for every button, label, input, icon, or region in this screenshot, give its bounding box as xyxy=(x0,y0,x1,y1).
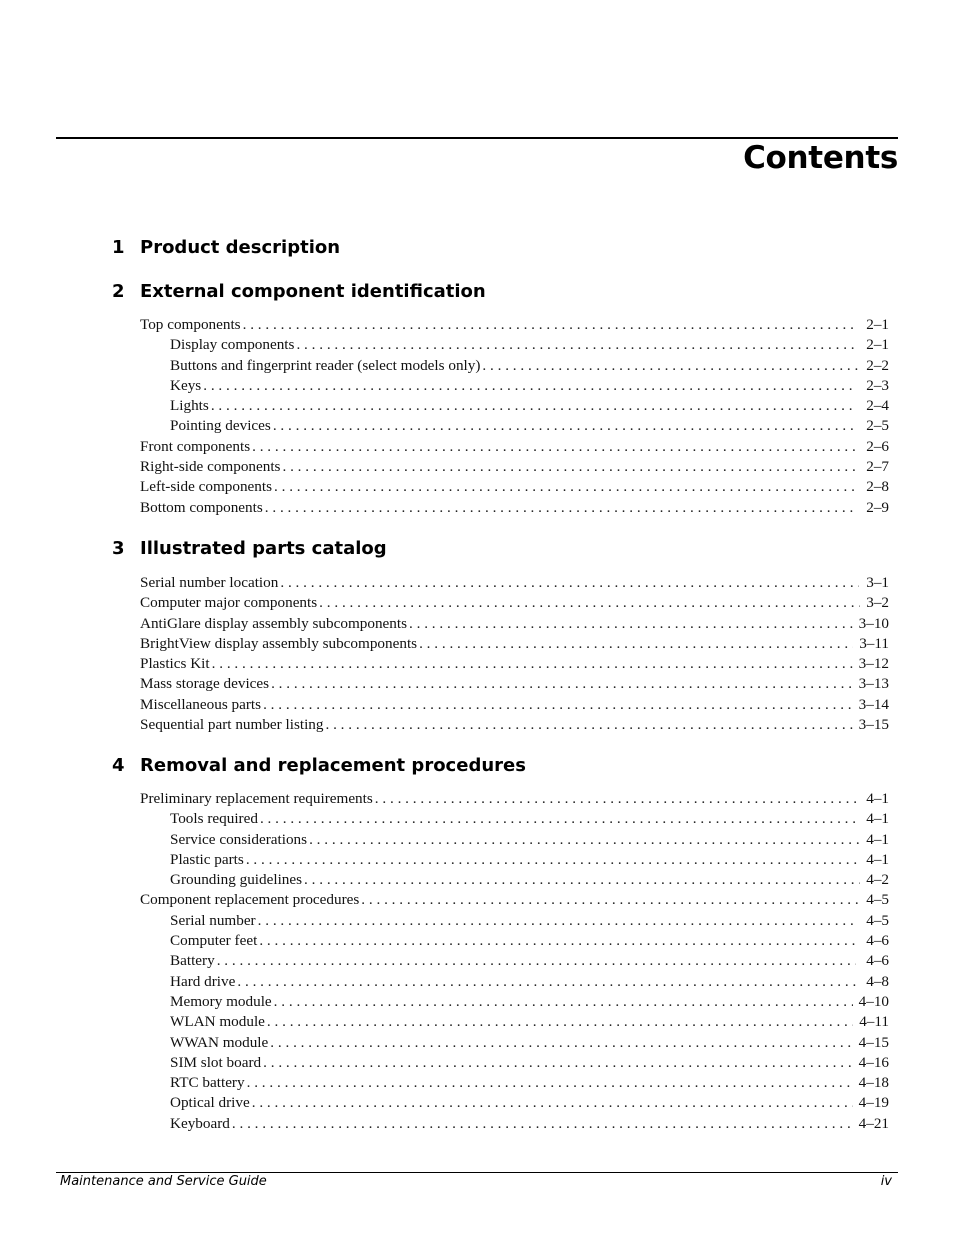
toc-entry-label: Plastic parts xyxy=(170,850,244,868)
toc-entry[interactable] xyxy=(0,573,954,593)
toc-entry-label: Front components xyxy=(140,437,251,455)
dot-leader xyxy=(274,992,853,1012)
toc-entry-page: 4–8 xyxy=(866,972,889,990)
toc-entry[interactable] xyxy=(0,437,954,457)
toc-entry-page: 3–11 xyxy=(859,634,889,652)
dot-leader xyxy=(211,396,856,416)
toc-entry-page: 2–7 xyxy=(866,458,889,476)
toc-entry-label: Display components xyxy=(170,336,295,354)
dot-leader xyxy=(282,457,858,477)
dot-leader xyxy=(274,477,858,497)
toc-entry-page: 3–2 xyxy=(866,594,889,612)
toc-entry-page: 3–14 xyxy=(858,695,889,713)
toc-entry-label: Keyboard xyxy=(170,1114,230,1132)
toc-entry-page: 4–1 xyxy=(866,810,889,828)
toc-entry[interactable] xyxy=(0,809,954,829)
dot-leader xyxy=(260,809,858,829)
dot-leader xyxy=(267,1012,853,1032)
dot-leader xyxy=(309,830,860,850)
dot-leader xyxy=(319,593,860,613)
toc-entry-label: Right-side components xyxy=(140,458,281,476)
toc-entry[interactable] xyxy=(0,951,954,971)
dot-leader xyxy=(271,674,853,694)
toc-entry[interactable] xyxy=(0,593,954,613)
dot-leader xyxy=(243,315,857,335)
toc-entry-page: 4–21 xyxy=(858,1114,889,1132)
dot-leader xyxy=(409,614,853,634)
toc-entry-page: 2–1 xyxy=(866,316,889,333)
chapter-number: 3 xyxy=(112,538,125,559)
toc-entry[interactable] xyxy=(0,396,954,416)
toc-entry-label: Hard drive xyxy=(170,972,236,990)
toc-entry-page: 4–1 xyxy=(866,830,889,848)
toc-entry[interactable] xyxy=(0,356,954,376)
toc-entry-label: Service considerations xyxy=(170,830,308,848)
dot-leader xyxy=(252,1093,853,1113)
dot-leader xyxy=(247,1073,853,1093)
toc-entry[interactable] xyxy=(0,674,954,694)
toc-entry-label: Keys xyxy=(170,376,202,394)
toc-list-chapter-3 xyxy=(0,573,954,735)
toc-entry[interactable] xyxy=(0,715,954,735)
toc-entry-page: 3–13 xyxy=(858,675,889,693)
dot-leader xyxy=(325,715,852,735)
toc-entry-page: 4–1 xyxy=(866,850,889,868)
toc-entry-page: 2–6 xyxy=(866,437,889,455)
dot-leader xyxy=(217,951,856,971)
toc-entry-label: Bottom components xyxy=(140,498,263,516)
dot-leader xyxy=(212,654,853,674)
toc-entry-label: Left-side components xyxy=(140,478,273,496)
chapter-number: 1 xyxy=(112,237,125,258)
footer-guide-title: Maintenance and Service Guide xyxy=(60,1174,267,1189)
toc-entry-page: 4–16 xyxy=(858,1053,889,1071)
toc-entry-label: BrightView display assembly subcomponents xyxy=(140,634,418,652)
toc-entry-label: Memory module xyxy=(170,992,272,1010)
dot-leader xyxy=(361,890,860,910)
toc-entry[interactable] xyxy=(0,376,954,396)
toc-entry[interactable] xyxy=(0,335,954,355)
top-rule xyxy=(56,137,898,139)
toc-entry-label: WLAN module xyxy=(170,1013,265,1031)
toc-entry-label: SIM slot board xyxy=(170,1053,262,1071)
toc-entry-page: 4–10 xyxy=(858,992,889,1010)
toc-entry-label: RTC battery xyxy=(170,1074,245,1092)
chapter-title: Illustrated parts catalog xyxy=(140,538,387,559)
toc-entry-label: Plastics Kit xyxy=(140,655,210,673)
toc-entry-label: Preliminary replacement requirements xyxy=(140,790,373,807)
toc-entry[interactable] xyxy=(0,1093,954,1113)
toc-entry-page: 3–15 xyxy=(858,716,889,734)
chapter-title: External component identification xyxy=(140,281,486,302)
toc-entry-label: Computer major components xyxy=(140,594,318,612)
toc-entry[interactable] xyxy=(0,789,954,809)
footer-rule xyxy=(56,1172,898,1173)
toc-entry-label: Buttons and fingerprint reader (select models only) xyxy=(170,356,481,374)
toc-entry[interactable] xyxy=(0,1073,954,1093)
toc-entry[interactable] xyxy=(0,911,954,931)
toc-entry-page: 4–5 xyxy=(866,911,889,929)
chapter-heading-3[interactable] xyxy=(112,538,387,559)
toc-entry[interactable] xyxy=(0,695,954,715)
chapter-title: Removal and replacement procedures xyxy=(140,755,526,776)
toc-entry-page: 4–15 xyxy=(858,1033,889,1051)
toc-entry-label: Grounding guidelines xyxy=(170,871,303,889)
toc-entry-label: Tools required xyxy=(170,810,258,828)
dot-leader xyxy=(263,695,853,715)
toc-list-chapter-4 xyxy=(0,789,954,1134)
dot-leader xyxy=(232,1114,853,1134)
toc-entry-page: 4–5 xyxy=(866,891,889,909)
toc-entry-page: 2–2 xyxy=(866,356,889,374)
toc-entry-label: Lights xyxy=(170,397,209,415)
chapter-title: Product description xyxy=(140,237,341,258)
toc-entry[interactable] xyxy=(0,416,954,436)
toc-entry-page: 3–12 xyxy=(858,655,889,673)
toc-entry[interactable] xyxy=(0,1012,954,1032)
toc-entry[interactable] xyxy=(0,477,954,497)
footer-page-number: iv xyxy=(880,1174,892,1189)
toc-entry-page: 4–18 xyxy=(858,1074,889,1092)
toc-entry-page: 2–3 xyxy=(866,376,889,394)
dot-leader xyxy=(258,911,858,931)
dot-leader xyxy=(265,498,858,518)
toc-entry-page: 3–10 xyxy=(858,614,889,632)
toc-entry[interactable] xyxy=(0,931,954,951)
dot-leader xyxy=(246,850,857,870)
chapter-heading-2[interactable] xyxy=(112,281,486,302)
toc-entry[interactable] xyxy=(0,850,954,870)
toc-entry-page: 2–8 xyxy=(866,478,889,496)
toc-entry-label: Optical drive xyxy=(170,1094,250,1112)
dot-leader xyxy=(259,931,857,951)
toc-entry-page: 2–5 xyxy=(866,417,889,435)
toc-entry-page: 4–11 xyxy=(859,1013,889,1031)
toc-entry[interactable] xyxy=(0,972,954,992)
dot-leader xyxy=(280,573,858,593)
toc-entry[interactable] xyxy=(0,315,954,335)
dot-leader xyxy=(304,870,860,890)
toc-entry-page: 2–4 xyxy=(866,397,889,415)
dot-leader xyxy=(296,335,859,355)
toc-entry-page: 3–1 xyxy=(866,574,889,591)
toc-entry-page: 2–9 xyxy=(866,498,889,516)
toc-entry-label: Mass storage devices xyxy=(140,675,270,693)
chapter-number: 4 xyxy=(112,755,125,776)
toc-entry[interactable] xyxy=(0,634,954,654)
toc-entry-label: Computer feet xyxy=(170,932,258,950)
toc-entry[interactable] xyxy=(0,890,954,910)
toc-entry-label: Serial number xyxy=(170,911,256,929)
toc-entry-page: 2–1 xyxy=(866,336,889,354)
dot-leader xyxy=(263,1053,853,1073)
dot-leader xyxy=(270,1033,852,1053)
dot-leader xyxy=(203,376,855,396)
dot-leader xyxy=(252,437,857,457)
page-title: Contents xyxy=(743,140,898,176)
toc-entry-label: Pointing devices xyxy=(170,417,271,435)
toc-entry[interactable] xyxy=(0,457,954,477)
toc-entry[interactable] xyxy=(0,1033,954,1053)
toc-entry-label: AntiGlare display assembly subcomponents xyxy=(140,614,408,632)
dot-leader xyxy=(375,789,860,809)
toc-entry-label: WWAN module xyxy=(170,1033,269,1051)
chapter-heading-4[interactable] xyxy=(112,755,526,776)
toc-entry[interactable] xyxy=(0,1114,954,1134)
toc-entry-label: Miscellaneous parts xyxy=(140,695,262,713)
toc-entry[interactable] xyxy=(0,830,954,850)
chapter-heading-1[interactable] xyxy=(112,237,340,258)
dot-leader xyxy=(482,356,860,376)
dot-leader xyxy=(419,634,853,654)
toc-entry-page: 4–2 xyxy=(866,871,889,889)
toc-entry-label: Top components xyxy=(140,316,241,333)
chapter-number: 2 xyxy=(112,281,125,302)
toc-list-chapter-2 xyxy=(0,315,954,518)
dot-leader xyxy=(273,416,858,436)
toc-entry-label: Component replacement procedures xyxy=(140,891,360,909)
toc-entry-page: 4–1 xyxy=(866,790,889,807)
dot-leader xyxy=(237,972,856,992)
toc-entry-page: 4–6 xyxy=(866,952,889,970)
toc-entry[interactable] xyxy=(0,654,954,674)
toc-entry[interactable] xyxy=(0,870,954,890)
toc-entry[interactable] xyxy=(0,992,954,1012)
toc-entry-page: 4–19 xyxy=(858,1094,889,1112)
toc-entry[interactable] xyxy=(0,1053,954,1073)
toc-entry-label: Serial number location xyxy=(140,574,279,591)
toc-entry-label: Battery xyxy=(170,952,215,970)
toc-entry[interactable] xyxy=(0,614,954,634)
toc-entry-page: 4–6 xyxy=(866,932,889,950)
toc-entry-label: Sequential part number listing xyxy=(140,716,324,734)
toc-entry[interactable] xyxy=(0,498,954,518)
